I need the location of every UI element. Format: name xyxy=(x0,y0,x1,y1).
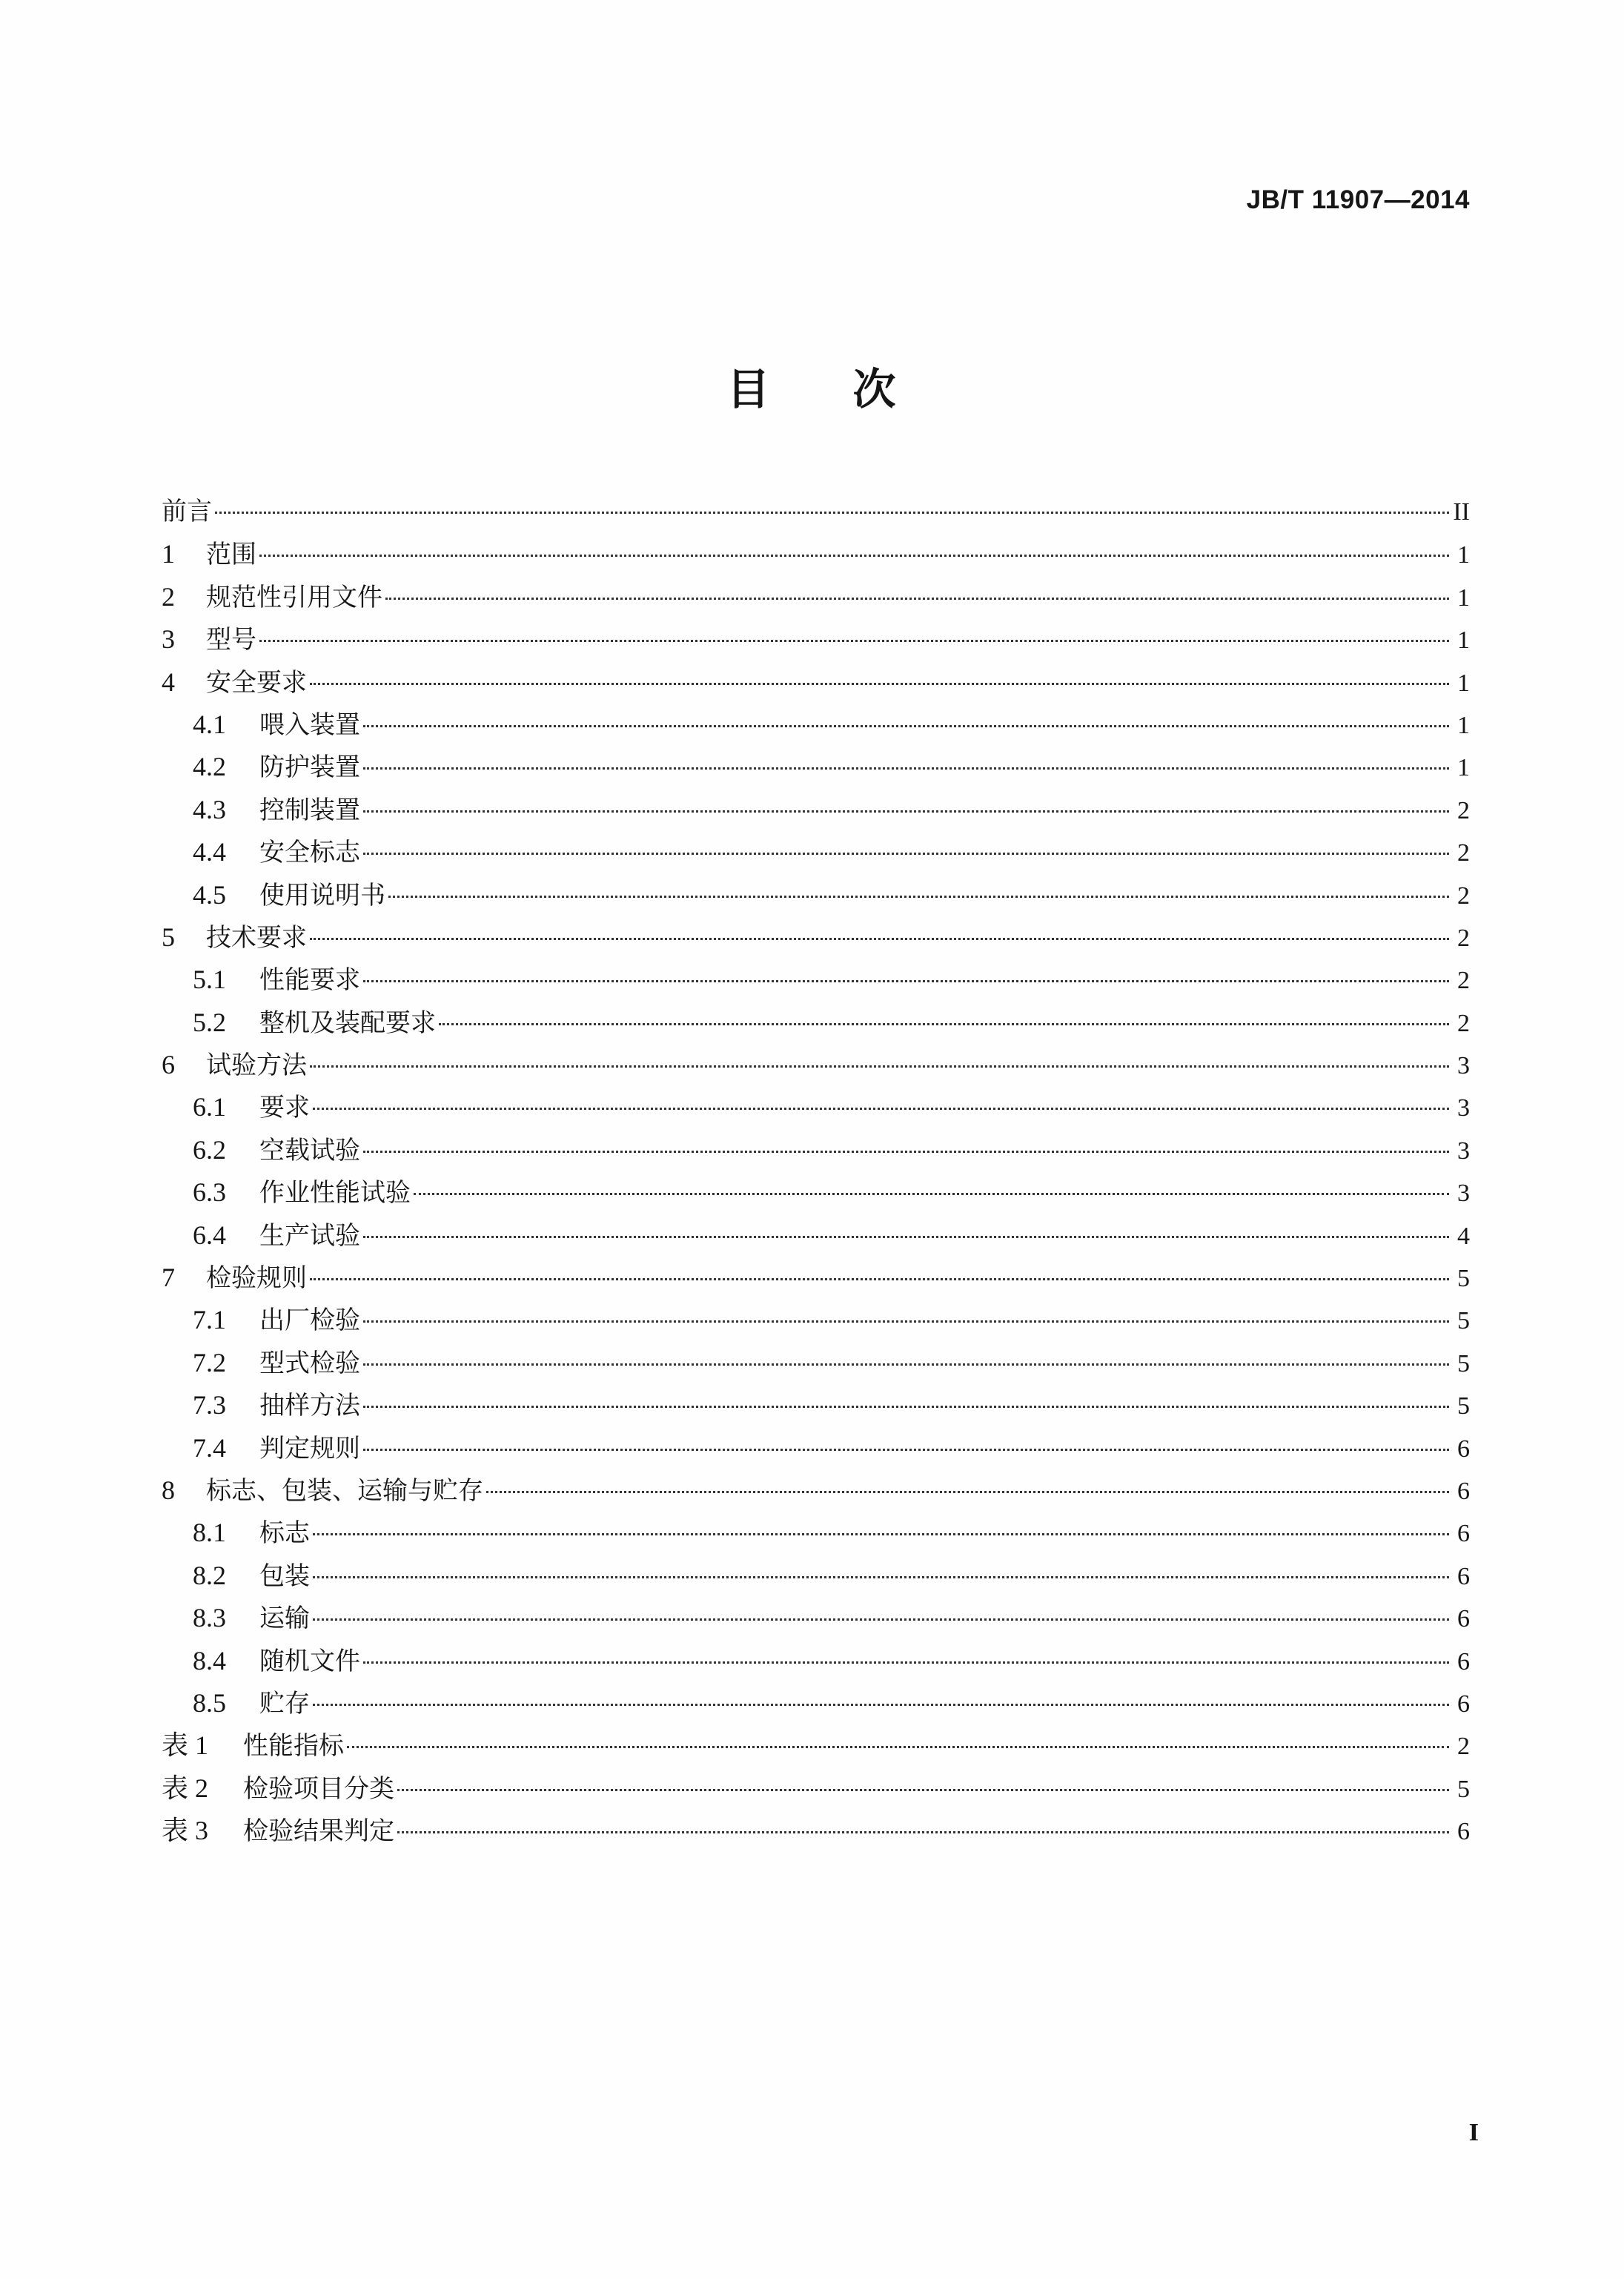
toc-entry-page: 2 xyxy=(1457,1733,1470,1761)
toc-entry-number: 5.1 xyxy=(193,965,226,995)
toc-entry-page: II xyxy=(1453,498,1470,526)
toc-entry-page: 5 xyxy=(1457,1307,1470,1335)
toc-dot-leader xyxy=(363,980,1449,982)
toc-entry-page: 5 xyxy=(1457,1392,1470,1420)
toc-entry[interactable] xyxy=(162,704,1470,746)
toc-entry-number: 5.2 xyxy=(193,1007,226,1037)
toc-entry[interactable] xyxy=(162,1086,1470,1128)
toc-dot-leader xyxy=(363,853,1449,855)
toc-dot-leader xyxy=(310,1278,1449,1280)
toc-entry-page: 2 xyxy=(1457,882,1470,910)
toc-dot-leader xyxy=(486,1491,1449,1493)
toc-entry[interactable] xyxy=(162,576,1470,618)
toc-entry-number: 8 xyxy=(162,1475,175,1505)
toc-entry-label: 贮存 xyxy=(259,1688,310,1719)
toc-entry[interactable] xyxy=(162,1342,1470,1384)
toc-entry[interactable] xyxy=(162,1129,1470,1171)
toc-entry-page: 6 xyxy=(1457,1605,1470,1633)
toc-entry[interactable] xyxy=(162,661,1470,704)
toc-dot-leader xyxy=(347,1746,1449,1748)
toc-entry[interactable] xyxy=(162,1810,1470,1852)
toc-entry-page: 2 xyxy=(1457,1009,1470,1037)
toc-dot-leader xyxy=(363,1236,1449,1238)
toc-entry-number: 8.4 xyxy=(193,1645,226,1676)
toc-dot-leader xyxy=(363,1449,1449,1451)
toc-title xyxy=(0,354,1624,417)
toc-entry-number: 2 xyxy=(162,581,175,612)
toc-entry-page: 3 xyxy=(1457,1094,1470,1122)
toc-entry-label: 性能指标 xyxy=(243,1731,344,1762)
toc-entry-label: 随机文件 xyxy=(259,1646,360,1676)
toc-entry-number: 6 xyxy=(162,1050,175,1080)
toc-entry-label: 检验规则 xyxy=(206,1263,307,1294)
toc-entry[interactable] xyxy=(162,1427,1470,1469)
toc-entry[interactable] xyxy=(162,1384,1470,1426)
toc-entry-label: 标志 xyxy=(259,1518,310,1549)
toc-dot-leader xyxy=(310,683,1449,685)
toc-dot-leader xyxy=(363,725,1449,727)
toc-entry-page: 6 xyxy=(1457,1647,1470,1676)
toc-entry-page: 3 xyxy=(1457,1052,1470,1080)
toc-entry-label: 规范性引用文件 xyxy=(206,582,382,612)
standard-code: JB/T 11907—2014 xyxy=(1246,185,1470,214)
toc-dot-leader xyxy=(215,512,1449,514)
toc-entry-label: 判定规则 xyxy=(259,1433,360,1463)
toc-entry-label: 控制装置 xyxy=(259,795,360,825)
toc-entry-number: 8.1 xyxy=(193,1518,226,1548)
toc-dot-leader xyxy=(363,810,1449,813)
toc-dot-leader xyxy=(310,938,1449,940)
toc-entry[interactable] xyxy=(162,1512,1470,1554)
toc-entry-label: 检验项目分类 xyxy=(243,1773,394,1804)
toc-entry[interactable] xyxy=(162,874,1470,916)
toc-entry-number: 8.3 xyxy=(193,1603,226,1633)
toc-entry-label: 安全要求 xyxy=(206,667,307,698)
toc-entry-page: 2 xyxy=(1457,924,1470,952)
toc-entry-number: 4.2 xyxy=(193,752,226,782)
toc-entry-number: 表 1 xyxy=(162,1730,209,1761)
toc-entry-number: 6.2 xyxy=(193,1134,226,1165)
toc-entry-number: 4.4 xyxy=(193,837,226,867)
toc-entry[interactable] xyxy=(162,1299,1470,1341)
toc-entry-label: 使用说明书 xyxy=(259,880,385,910)
toc-entry[interactable] xyxy=(162,1214,1470,1257)
toc-dot-leader xyxy=(385,598,1449,600)
page-number: I xyxy=(1468,2119,1479,2146)
toc-entry[interactable] xyxy=(162,1002,1470,1044)
toc-entry-number: 8.2 xyxy=(193,1560,226,1590)
toc-entry-page: 6 xyxy=(1457,1520,1470,1548)
toc-dot-leader xyxy=(313,1576,1449,1578)
toc-entry-number: 4.1 xyxy=(193,709,226,739)
toc-entry-number: 6.4 xyxy=(193,1220,226,1250)
toc-dot-leader xyxy=(388,896,1449,898)
toc-entry-label: 试验方法 xyxy=(206,1051,307,1081)
toc-entry-number: 4 xyxy=(162,666,175,697)
toc-entry[interactable] xyxy=(162,916,1470,959)
toc-entry[interactable] xyxy=(162,746,1470,788)
toc-entry-page: 2 xyxy=(1457,796,1470,824)
toc-entry-label: 性能要求 xyxy=(259,965,360,996)
toc-entry[interactable] xyxy=(162,1767,1470,1810)
toc-entry[interactable] xyxy=(162,831,1470,873)
toc-entry-label: 防护装置 xyxy=(259,752,360,783)
toc-entry-page: 3 xyxy=(1457,1180,1470,1208)
toc-entry[interactable] xyxy=(162,533,1470,575)
toc-dot-leader xyxy=(363,1363,1449,1366)
toc-entry-label: 包装 xyxy=(259,1561,310,1591)
toc-entry-page: 6 xyxy=(1457,1477,1470,1505)
toc-entry-number: 7 xyxy=(162,1263,175,1293)
toc-dot-leader xyxy=(414,1193,1449,1195)
toc-entry-label: 出厂检验 xyxy=(259,1306,360,1336)
toc-entry-number: 4.3 xyxy=(193,794,226,824)
toc-entry[interactable] xyxy=(162,959,1470,1001)
toc-dot-leader xyxy=(363,1406,1449,1408)
toc-entry-page: 4 xyxy=(1457,1222,1470,1250)
toc-entry-page: 6 xyxy=(1457,1818,1470,1846)
toc-entry[interactable] xyxy=(162,789,1470,831)
toc-entry[interactable] xyxy=(162,1724,1470,1767)
toc-entry[interactable] xyxy=(162,1044,1470,1086)
toc-entry[interactable] xyxy=(162,618,1470,661)
toc-entry-page: 1 xyxy=(1457,669,1470,697)
toc-entry-page: 5 xyxy=(1457,1265,1470,1293)
toc-entry-label: 整机及装配要求 xyxy=(259,1008,436,1038)
toc-entry-label: 安全标志 xyxy=(259,838,360,868)
toc-entry-number: 表 2 xyxy=(162,1773,209,1803)
toc-dot-leader xyxy=(313,1618,1449,1621)
toc-entry-page: 1 xyxy=(1457,711,1470,739)
toc-entry-number: 7.4 xyxy=(193,1432,226,1463)
toc-entry[interactable] xyxy=(162,1257,1470,1299)
toc-entry[interactable] xyxy=(162,1469,1470,1512)
toc-entry-number: 1 xyxy=(162,539,175,569)
toc-entry-label: 标志、包装、运输与贮存 xyxy=(206,1475,483,1506)
toc-entry-label: 技术要求 xyxy=(206,922,307,953)
toc-title-char-1: 目 xyxy=(726,364,772,414)
toc-entry-page: 5 xyxy=(1457,1775,1470,1803)
toc-entry-page: 1 xyxy=(1457,541,1470,569)
toc-entry-number: 5 xyxy=(162,922,175,952)
toc-entry-page: 2 xyxy=(1457,967,1470,995)
toc-entry-page: 6 xyxy=(1457,1690,1470,1718)
toc-entry-number: 表 3 xyxy=(162,1816,209,1846)
toc-entry-label: 范围 xyxy=(206,540,256,570)
toc-entry-number: 8.5 xyxy=(193,1687,226,1718)
toc-entry-page: 6 xyxy=(1457,1435,1470,1463)
toc-entry[interactable] xyxy=(162,1555,1470,1597)
toc-entry[interactable] xyxy=(162,491,1470,533)
toc-entry-label: 型式检验 xyxy=(259,1348,360,1378)
toc-entry-label: 要求 xyxy=(259,1093,310,1123)
toc-entry-label: 生产试验 xyxy=(259,1220,360,1251)
toc-entry-number: 3 xyxy=(162,624,175,655)
table-of-contents xyxy=(162,491,1470,1853)
toc-entry[interactable] xyxy=(162,1640,1470,1682)
toc-entry[interactable] xyxy=(162,1597,1470,1639)
toc-dot-leader xyxy=(313,1704,1449,1706)
toc-dot-leader xyxy=(363,1320,1449,1323)
toc-entry-label: 喂入装置 xyxy=(259,710,360,740)
toc-entry-page: 6 xyxy=(1457,1562,1470,1590)
toc-dot-leader xyxy=(259,555,1449,557)
toc-entry-number: 7.2 xyxy=(193,1347,226,1377)
toc-entry-label: 作业性能试验 xyxy=(259,1178,411,1208)
toc-dot-leader xyxy=(313,1108,1449,1110)
toc-entry-number: 6.1 xyxy=(193,1092,226,1122)
toc-entry-number: 6.3 xyxy=(193,1177,226,1208)
toc-dot-leader xyxy=(397,1831,1449,1833)
toc-entry-label: 抽样方法 xyxy=(259,1391,360,1421)
toc-entry-page: 1 xyxy=(1457,754,1470,782)
toc-dot-leader xyxy=(397,1789,1449,1791)
toc-entry-label: 检验结果判定 xyxy=(243,1816,394,1847)
toc-entry-page: 2 xyxy=(1457,839,1470,867)
toc-entry-page: 1 xyxy=(1457,626,1470,655)
toc-entry-number: 4.5 xyxy=(193,879,226,910)
toc-entry-page: 1 xyxy=(1457,583,1470,612)
toc-dot-leader xyxy=(313,1533,1449,1535)
toc-entry[interactable] xyxy=(162,1171,1470,1214)
toc-entry-number: 7.3 xyxy=(193,1390,226,1420)
toc-dot-leader xyxy=(363,767,1449,770)
toc-title-char-2: 次 xyxy=(852,364,898,414)
toc-dot-leader xyxy=(439,1023,1449,1025)
toc-entry-page: 3 xyxy=(1457,1137,1470,1165)
toc-entry-page: 5 xyxy=(1457,1349,1470,1377)
toc-entry-label: 前言 xyxy=(162,497,212,526)
toc-dot-leader xyxy=(310,1065,1449,1068)
toc-dot-leader xyxy=(363,1661,1449,1664)
toc-entry-label: 型号 xyxy=(206,625,256,655)
toc-entry-label: 运输 xyxy=(259,1604,310,1634)
toc-entry-number: 7.1 xyxy=(193,1305,226,1335)
toc-dot-leader xyxy=(363,1151,1449,1153)
toc-entry[interactable] xyxy=(162,1682,1470,1724)
toc-dot-leader xyxy=(259,640,1449,642)
toc-entry-label: 空载试验 xyxy=(259,1135,360,1165)
